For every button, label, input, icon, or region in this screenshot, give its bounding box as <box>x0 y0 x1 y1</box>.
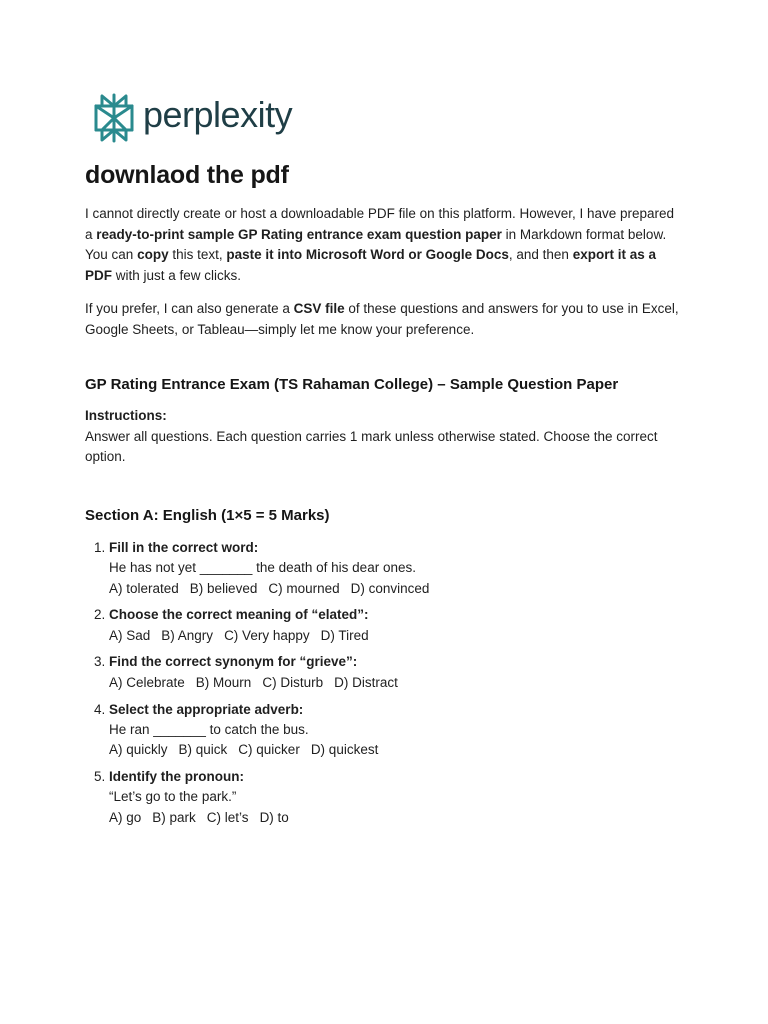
intro-bold-1: ready-to-print sample GP Rating entrance exam question paper <box>96 226 502 242</box>
csv-paragraph <box>85 299 685 340</box>
intro-paragraph <box>85 204 685 286</box>
option-a: A) tolerated <box>109 580 179 596</box>
question-item <box>109 652 709 693</box>
option-b: B) Angry <box>161 627 214 643</box>
exam-heading: GP Rating Entrance Exam (TS Rahaman College) – Sample Question Paper <box>85 376 619 393</box>
question-body: “Let’s go to the park.” <box>109 789 237 805</box>
option-a: A) Celebrate <box>109 674 185 690</box>
question-body: He has not yet _______ the death of his dear ones. <box>109 560 416 576</box>
question-item <box>109 605 709 646</box>
question-list <box>85 538 709 834</box>
perplexity-logo <box>93 93 292 143</box>
perplexity-wordmark: perplexity <box>143 94 293 135</box>
option-d: D) quickest <box>310 742 379 758</box>
option-c: C) mourned <box>268 580 340 596</box>
intro-text-5: with just a few clicks. <box>112 267 242 283</box>
csv-bold-1: CSV file <box>293 301 345 316</box>
intro-bold-2: copy <box>137 247 169 262</box>
instructions-text: Answer all questions. Each question carries 1 mark unless otherwise stated. Choose the correct option. <box>85 428 658 464</box>
option-b: B) park <box>152 809 196 825</box>
option-a: A) quickly <box>109 742 168 758</box>
instructions-label: Instructions: <box>85 408 167 423</box>
option-c: C) Very happy <box>224 627 310 643</box>
intro-bold-3: paste it into Microsoft Word or Google Docs <box>226 247 509 262</box>
question-options <box>109 673 709 693</box>
intro-text-4: , and then <box>508 247 573 262</box>
csv-text-2: of these questions and answers for you to use in Excel, Google Sheets, or Tableau—simply let me know your preference. <box>85 301 679 337</box>
page-title: downlaod the pdf <box>85 161 289 189</box>
question-options <box>109 808 709 828</box>
option-d: D) convinced <box>350 580 430 596</box>
question-options <box>109 626 709 646</box>
intro-text-3: this text, <box>168 247 227 262</box>
question-body: He ran _______ to catch the bus. <box>109 721 309 737</box>
option-c: C) Disturb <box>262 674 324 690</box>
question-item <box>109 767 709 828</box>
option-d: D) Tired <box>320 627 369 643</box>
instructions <box>85 406 685 468</box>
question-title: 2. Choose the correct meaning of “elated”: <box>109 607 369 623</box>
perplexity-logo-icon <box>93 93 135 143</box>
option-d: D) Distract <box>334 674 398 690</box>
option-b: B) believed <box>189 580 258 596</box>
option-a: A) go <box>109 809 142 825</box>
question-item <box>109 700 709 761</box>
option-b: B) Mourn <box>195 674 252 690</box>
section-a-heading: Section A: English (1×5 = 5 Marks) <box>85 507 330 524</box>
question-title: 3. Find the correct synonym for “grieve”: <box>109 654 358 670</box>
option-c: C) let’s <box>206 809 249 825</box>
question-options <box>109 579 709 599</box>
intro-bold-4: export it as a PDF <box>85 247 656 283</box>
option-c: C) quicker <box>238 742 300 758</box>
intro-text-2: in Markdown format below. You can <box>85 226 667 262</box>
question-options <box>109 740 709 760</box>
question-title: 1. Fill in the correct word: <box>109 540 259 555</box>
option-d: D) to <box>259 809 289 825</box>
question-title: 4. Select the appropriate adverb: <box>109 701 304 717</box>
option-b: B) quick <box>178 742 228 758</box>
option-a: A) Sad <box>109 627 151 643</box>
question-item <box>109 538 709 599</box>
intro-text-1: I cannot directly create or host a downloadable PDF file on this platform. However, I have prepared a <box>85 206 675 242</box>
question-title: 5. Identify the pronoun: <box>109 768 244 784</box>
csv-text-1: If you prefer, I can also generate a <box>85 301 294 316</box>
